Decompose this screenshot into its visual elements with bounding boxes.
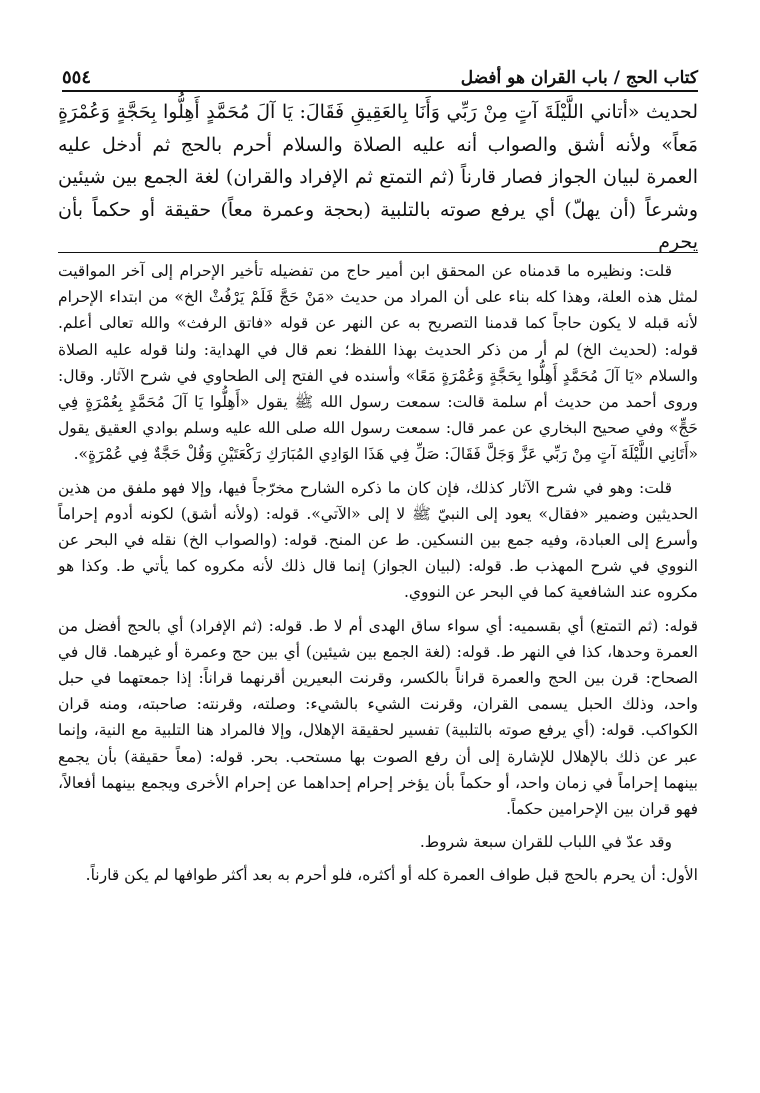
page-number: ٥٥٤ <box>62 67 92 88</box>
commentary-paragraph: قلت: ونظيره ما قدمناه عن المحقق ابن أمير حاج من تفضيله تأخير الإحرام إلى آخر المواقيت لمثل هذه العلة، وهذا كله بناء على أن المراد من حديث «مَنْ حَجَّ فَلَمْ يَرْفُثْ الخ» من ابتداء الإحرام لأنه قبله لا يكون حاجاً كما قدمنا التصريح به عن النهر عن قوله «فاتق الرفث» والله تعالى أعلم. قوله: (لحديث الخ) لم أر من ذكر الحديث بهذا اللفظ؛ نعم قال في الهداية: ولنا قوله عليه الصلاة والسلام «يَا آلَ مُحَمَّدٍ أَهِلُّوا بِحَجَّةٍ وَعُمْرَةٍ مَعًا» وأسنده في الفتح إلى الطحاوي في شرح الآثار. وقال: وروى أحمد من حديث أم سلمة قالت: سمعت رسول الله ﷺ يقول «أَهِلُّوا يَا آلَ مُحَمَّدٍ بِعُمْرَةٍ فِي حَجٍّ» وفي صحيح البخاري عن عمر قال: سمعت رسول الله صلى الله عليه وسلم بوادي العقيق يقول «أَتَانِي اللَّيْلَةَ آتٍ مِنْ رَبِّي عَزَّ وَجَلَّ فَقَالَ: صَلِّ فِي هَذَا الوَادِي المُبَارَكِ رَكْعَتَيْنِ وَقُلْ حَجَّةٌ فِي عُمْرَةٍ». <box>58 262 698 464</box>
commentary-paragraph: قلت: وهو في شرح الآثار كذلك، فإن كان ما ذكره الشارح مخرّجاً فيها، وإلا فهو ملفق من هذين الحديثين وضمير «فقال» يعود إلى النبيّ ﷺ لا إلى «الآتي». قوله: (ولأنه أشق) لكونه أدوم إحراماً وأسرع إلى العبادة، وفيه جمع بين النسكين. ط عن المنح. قوله: (والصواب الخ) نقله في البحر عن النووي في شرح المهذب ط. قوله: (لبيان الجواز) إنما قال ذلك لأنه مكروه كما يأتي ط. وكذا هو مكروه عند الشافعية كما في البحر عن النووي. <box>58 478 698 602</box>
running-title: كتاب الحج / باب القران هو أفضل <box>460 68 698 88</box>
page-header <box>62 58 698 92</box>
commentary <box>58 258 698 896</box>
main-text <box>58 96 698 259</box>
commentary-paragraph: قوله: (ثم التمتع) أي بقسميه: أي سواء ساق الهدى أم لا ط. قوله: (ثم الإفراد) أي بالحج أفضل من العمرة وحدها، كذا في النهر ط. قوله: (لغة الجمع بين شيئين) أي بين حج وعمرة أو غيرهما. قال في الصحاح: قرن بين الحج والعمرة قراناً بالكسر، وقرنت البعيرين أقرنهما قراناً: إذا جمعتهما في حبل واحد، وذلك الحبل يسمى القران، وقرنت الشيء بالشيء: وصلته، وقرنته: صاحبته، ومنه قران الكواكب. قوله: (أي يرفع صوته بالتلبية) تفسير لحقيقة الإهلال، وإلا فالمراد هنا التلبية مع النية، وإنما عبر عن ذلك بالإهلال للإشارة إلى أن رفع الصوت بها مستحب. بحر. قوله: (معاً حقيقة) بأن يجمع بينهما إحراماً في زمان واحد، أو حكماً بأن يؤخر إحرام إحداهما عن إحرام الأخرى ويجمع بينهما أفعالاً، فهو قران بين الإحرامين حكماً. <box>58 616 698 819</box>
commentary-paragraph: وقد عدّ في اللباب للقران سبعة شروط. <box>419 833 672 852</box>
commentary-paragraph: الأول: أن يحرم بالحج قبل طواف العمرة كله أو أكثره، فلو أحرم به بعد أكثر طوافها لم يكن قارناً. <box>85 866 698 885</box>
separator-line <box>58 252 698 253</box>
main-text-line: وَعُمْرَةٍ مَعاً» ولأنه أشق والصواب أنه عليه الصلاة والسلام أحرم بالحج ثم أدخل عليه <box>58 101 698 156</box>
main-text-line: وشرعاً (أن يهلّ) أي يرفع صوته بالتلبية (بحجة وعمرة معاً) حقيقة أو حكماً بأن يحرم <box>58 198 698 253</box>
main-text-line: لحديث «أتاني اللَّيْلَةَ آتٍ مِنْ رَبِّي وَأَنَا بِالعَقِيقِ فَقَالَ: يَا آلَ مُحَمَّدٍ أَهِلُّوا بِحَجَّةٍ <box>116 101 698 123</box>
main-text-line: العمرة لبيان الجواز فصار قارناً (ثم التمتع ثم الإفراد والقران) لغة الجمع بين شيئين <box>58 166 698 188</box>
